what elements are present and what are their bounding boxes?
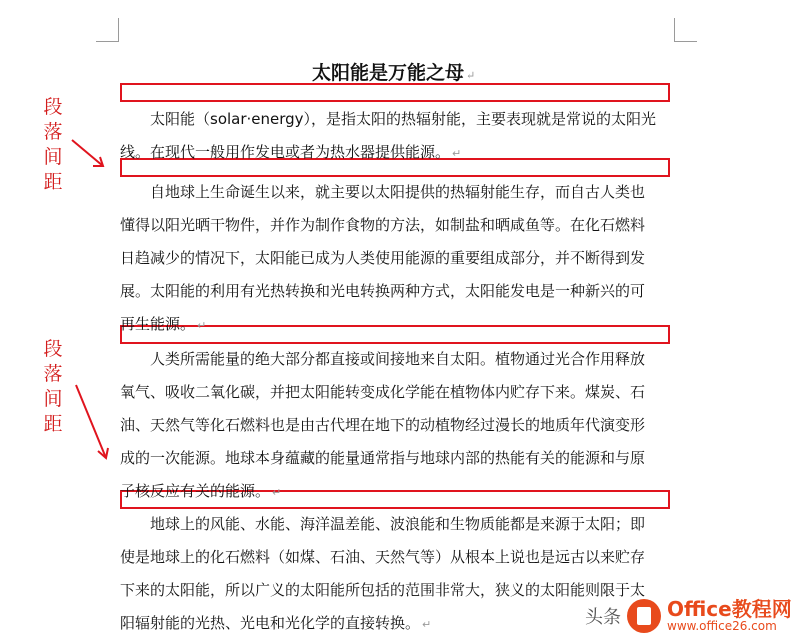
watermark-prefix: 头条 [585,607,621,628]
watermark [585,596,792,636]
paragraph-mark-icon: ↵ [422,618,432,631]
text-line: 懂得以阳光晒干物件，并作为制作食物的方法，如制盐和晒咸鱼等。在化石燃料 [120,216,646,234]
text-line: 使是地球上的化石燃料（如煤、石油、天然气等）从根本上说也是远古以来贮存 [120,548,646,566]
text-line-content: 子核反应有关的能源。 [120,482,271,500]
annotation-char: 段 [43,96,63,118]
text-line: 自地球上生命诞生以来，就主要以太阳提供的热辐射能生存，而自古人类也 [150,183,646,201]
paragraph-mark-icon: ↵ [272,486,282,499]
text-line: 下来的太阳能，所以广义的太阳能所包括的范围非常大，狭义的太阳能则限于太 [120,581,646,599]
text-line: 日趋减少的情况下，太阳能已成为人类使用能源的重要组成部分，并不断得到发 [120,249,646,267]
text-line: 展。太阳能的利用有光热转换和光电转换两种方式，太阳能发电是一种新兴的可 [120,282,646,300]
annotation-char: 间 [43,388,63,410]
annotation-char: 距 [43,171,63,193]
text-line: 成的一次能源。地球本身蕴藏的能量通常指与地球内部的热能有关的能源和与原 [120,449,646,467]
watermark-brand-block [667,599,792,633]
text-line-content: 再生能源。 [120,315,196,333]
annotation-char: 落 [43,363,63,385]
annotation-char: 距 [43,413,63,435]
watermark-brand: Office教程网 [667,597,792,621]
annotation-char: 间 [43,146,63,168]
annotation-char: 段 [43,338,63,360]
paragraph-mark-icon: ↵ [197,319,207,332]
arrow-icon [72,140,103,166]
office-logo-icon [627,599,661,633]
text-line: 地球上的风能、水能、海洋温差能、波浪能和生物质能都是来源于太阳；即 [150,515,646,533]
paragraph-mark-icon: ↵ [452,147,462,160]
text-line-content: 阳辐射能的光热、光电和光化学的直接转换。 [120,614,421,632]
annotation-char: 落 [43,121,63,143]
arrow-icon [76,385,108,458]
paragraph-mark-icon: ↵ [466,69,476,82]
text-line-content: 线。在现代一般用作发电或者为热水器提供能源。 [120,143,451,161]
text-line: 太阳能（solar·energy），是指太阳的热辐射能，主要表现就是常说的太阳光 [150,110,657,128]
text-line: 人类所需能量的绝大部分都直接或间接地来自太阳。植物通过光合作用释放 [150,350,646,368]
title-text: 太阳能是万能之母 [312,62,465,84]
watermark-url: www.office26.com [667,619,777,633]
text-line: 油、天然气等化石燃料也是由古代埋在地下的动植物经过漫长的地质年代演变形 [120,416,646,434]
text-line: 氧气、吸收二氧化碳，并把太阳能转变成化学能在植物体内贮存下来。煤炭、石 [120,383,646,401]
